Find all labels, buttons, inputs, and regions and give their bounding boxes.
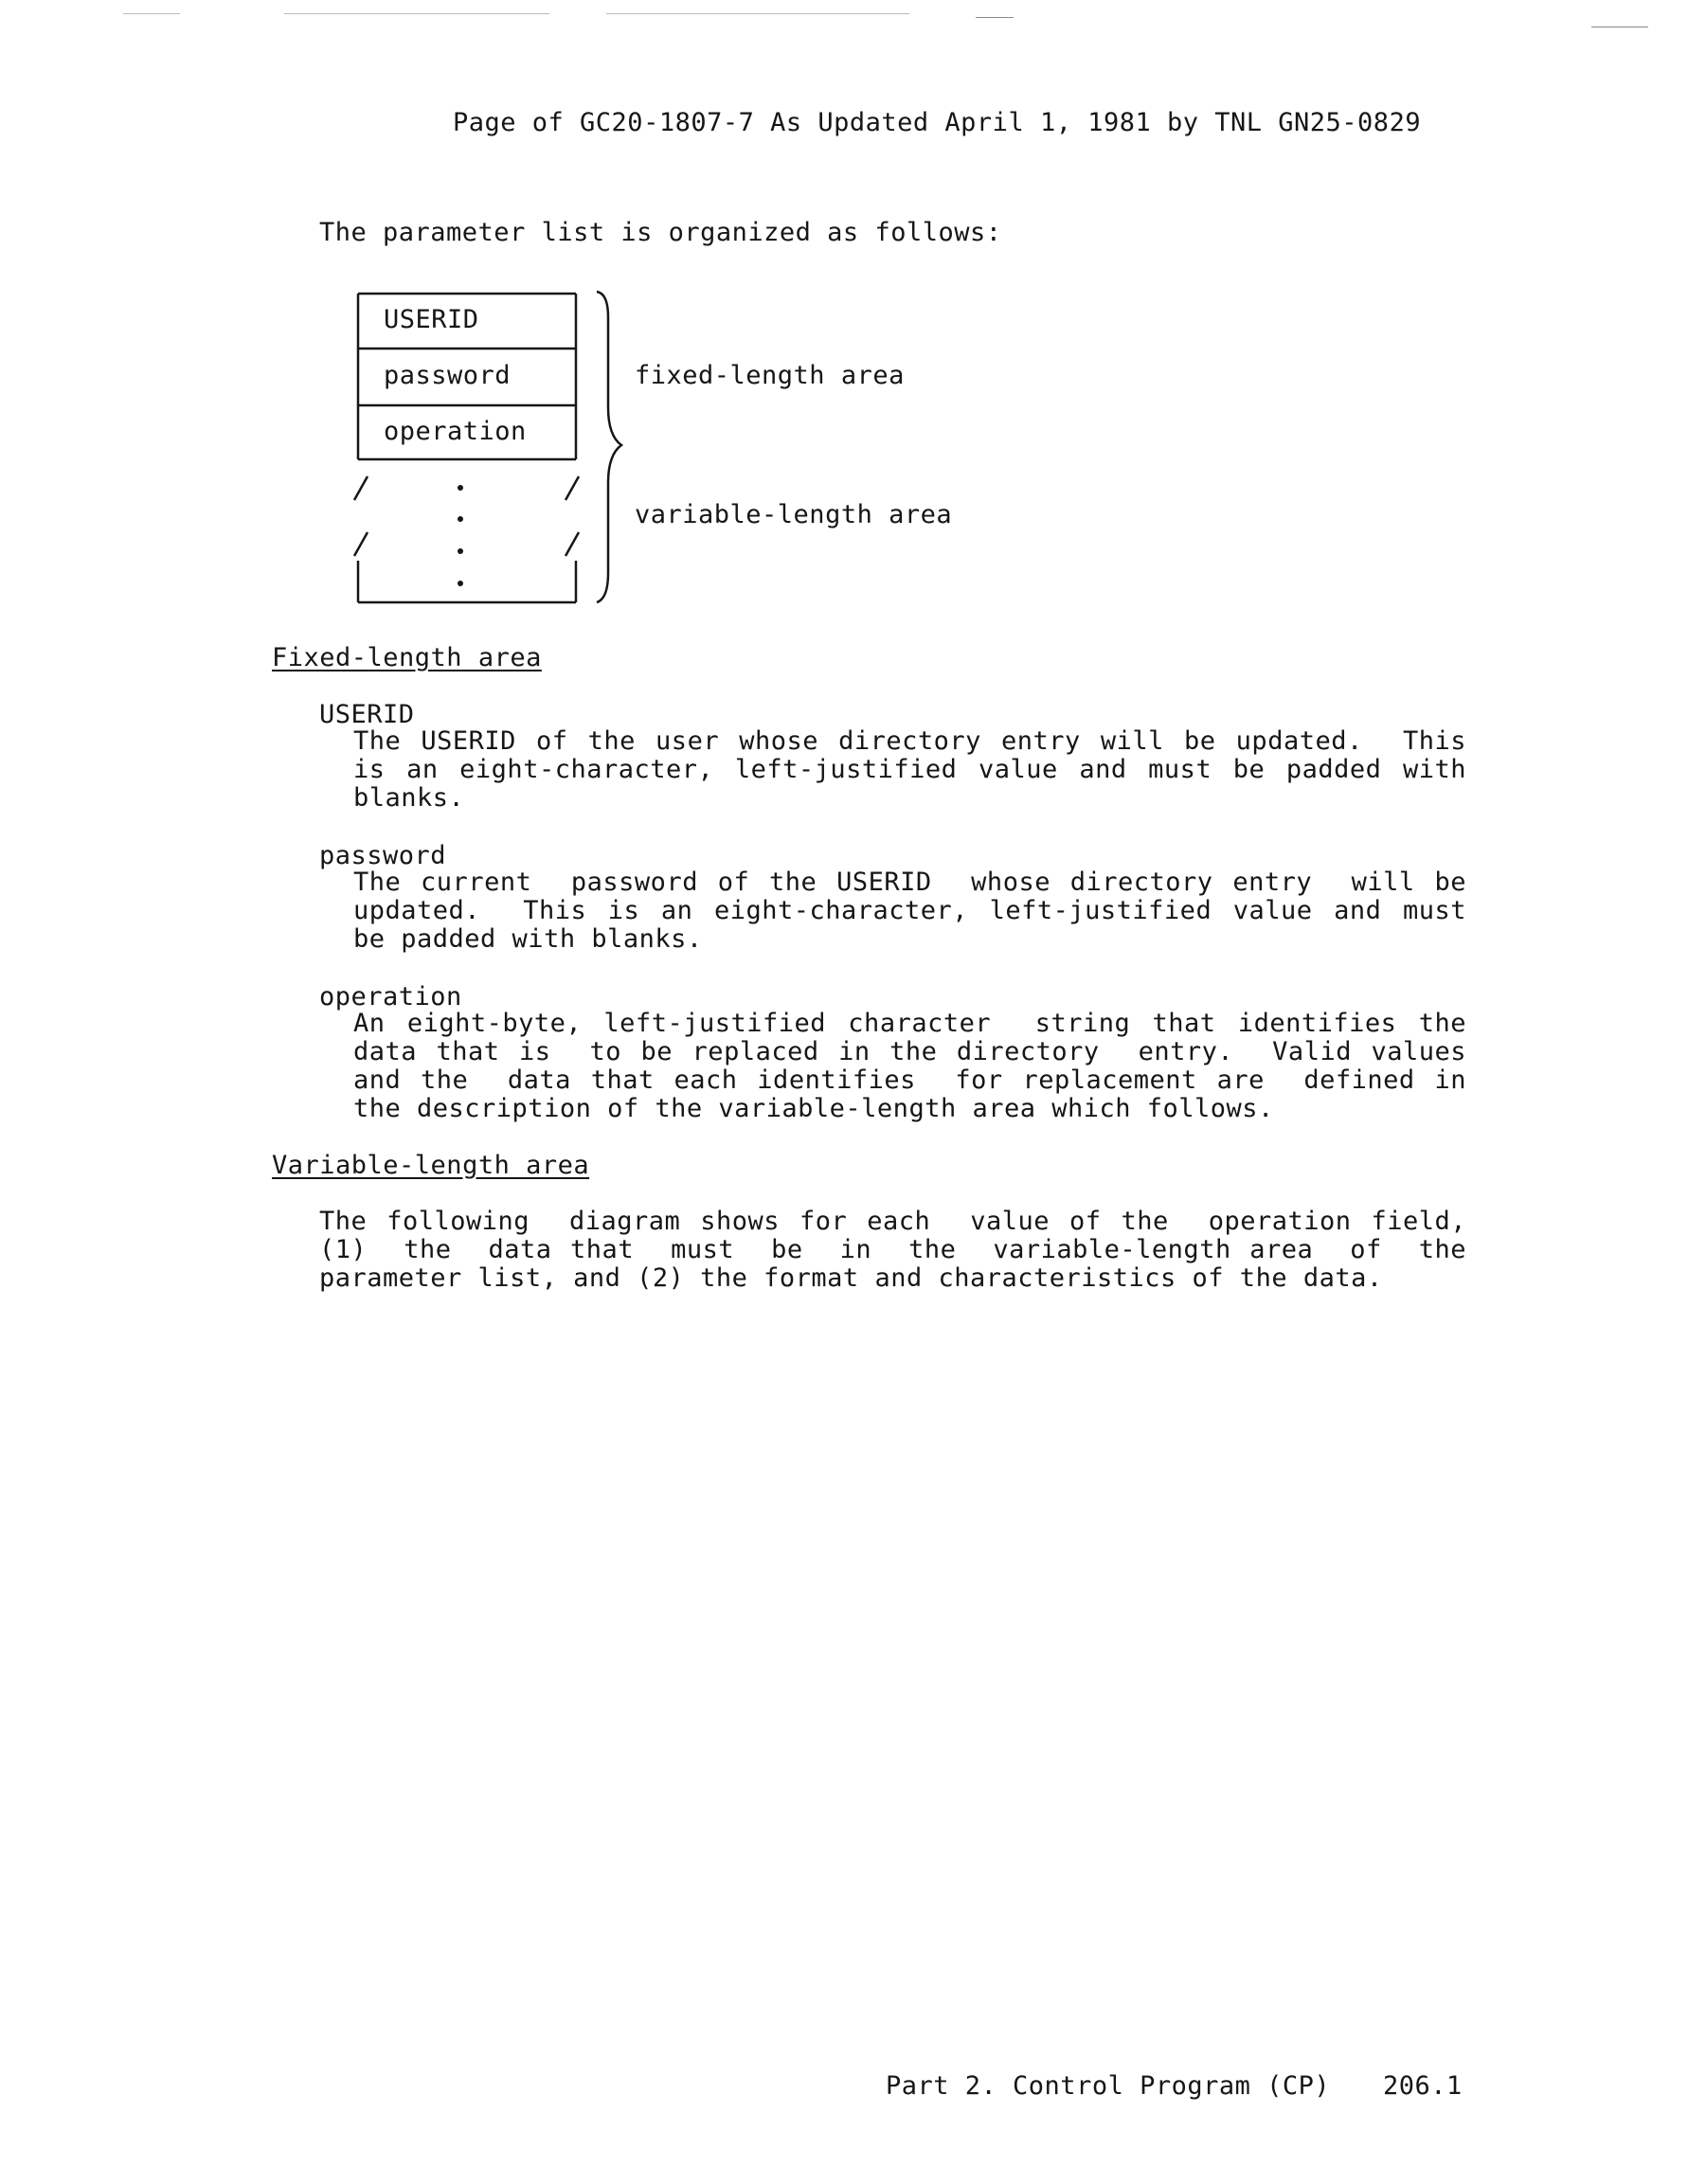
diagram-field-operation: operation <box>384 417 527 446</box>
variable-length-heading: Variable-length area <box>272 1151 590 1180</box>
desc-line: the description of the variable-length area which follows. <box>353 1094 1274 1123</box>
break-slash <box>354 476 368 500</box>
fixed-length-area-label: fixed-length area <box>635 361 905 390</box>
footer-section: Part 2. Control Program (CP) <box>886 2071 1331 2101</box>
body-line: (1) the data that must be in the variable-length area of the <box>319 1235 1466 1264</box>
desc-line: be padded with blanks. <box>353 924 703 954</box>
diagram-field-userid: USERID <box>384 305 479 334</box>
desc-line: An eight-byte, left-justified character string that identifies the <box>353 1009 1466 1038</box>
ellipsis-dot <box>458 548 463 554</box>
desc-line: updated. This is an eight-character, left-justified value and must <box>353 896 1466 925</box>
diagram-field-password: password <box>384 361 512 390</box>
desc-line: blanks. <box>353 783 465 813</box>
intro-text: The parameter list is organized as follows: <box>319 218 1002 247</box>
desc-line: and the data that each identifies for replacement are defined in <box>353 1065 1466 1095</box>
desc-line: is an eight-character, left-justified value and must be padded with <box>353 755 1466 784</box>
variable-length-area-label: variable-length area <box>635 500 953 529</box>
body-line: The following diagram shows for each value of the operation field, <box>319 1207 1466 1236</box>
desc-line: The current password of the USERID whose directory entry will be <box>353 868 1466 897</box>
desc-line: The USERID of the user whose directory entry will be updated. This <box>353 726 1466 756</box>
break-slash <box>566 476 579 500</box>
scan-speck <box>123 13 180 14</box>
fixed-length-heading: Fixed-length area <box>272 643 542 672</box>
field-name-operation: operation <box>319 982 462 1011</box>
ellipsis-dot <box>458 485 463 491</box>
body-line: parameter list, and (2) the format and characteristics of the data. <box>319 1263 1383 1293</box>
break-slash <box>354 532 368 556</box>
area-brace <box>597 292 621 602</box>
page-header: Page of GC20-1807-7 As Updated April 1, 1981 by TNL GN25-0829 <box>453 108 1422 137</box>
ellipsis-dot <box>458 581 463 586</box>
footer-page-number: 206.1 <box>1383 2071 1463 2101</box>
scan-speck <box>606 13 909 14</box>
field-desc-operation <box>353 1010 1466 1123</box>
field-desc-password <box>353 868 1466 954</box>
ellipsis-dot <box>458 516 463 522</box>
field-name-password: password <box>319 841 447 870</box>
variable-length-paragraph <box>319 1208 1466 1293</box>
scan-speck <box>284 13 549 14</box>
field-desc-userid <box>353 727 1466 813</box>
scan-speck <box>976 17 1014 18</box>
break-slash <box>566 532 579 556</box>
desc-line: data that is to be replaced in the directory entry. Valid values <box>353 1037 1466 1066</box>
field-name-userid: USERID <box>319 700 415 729</box>
